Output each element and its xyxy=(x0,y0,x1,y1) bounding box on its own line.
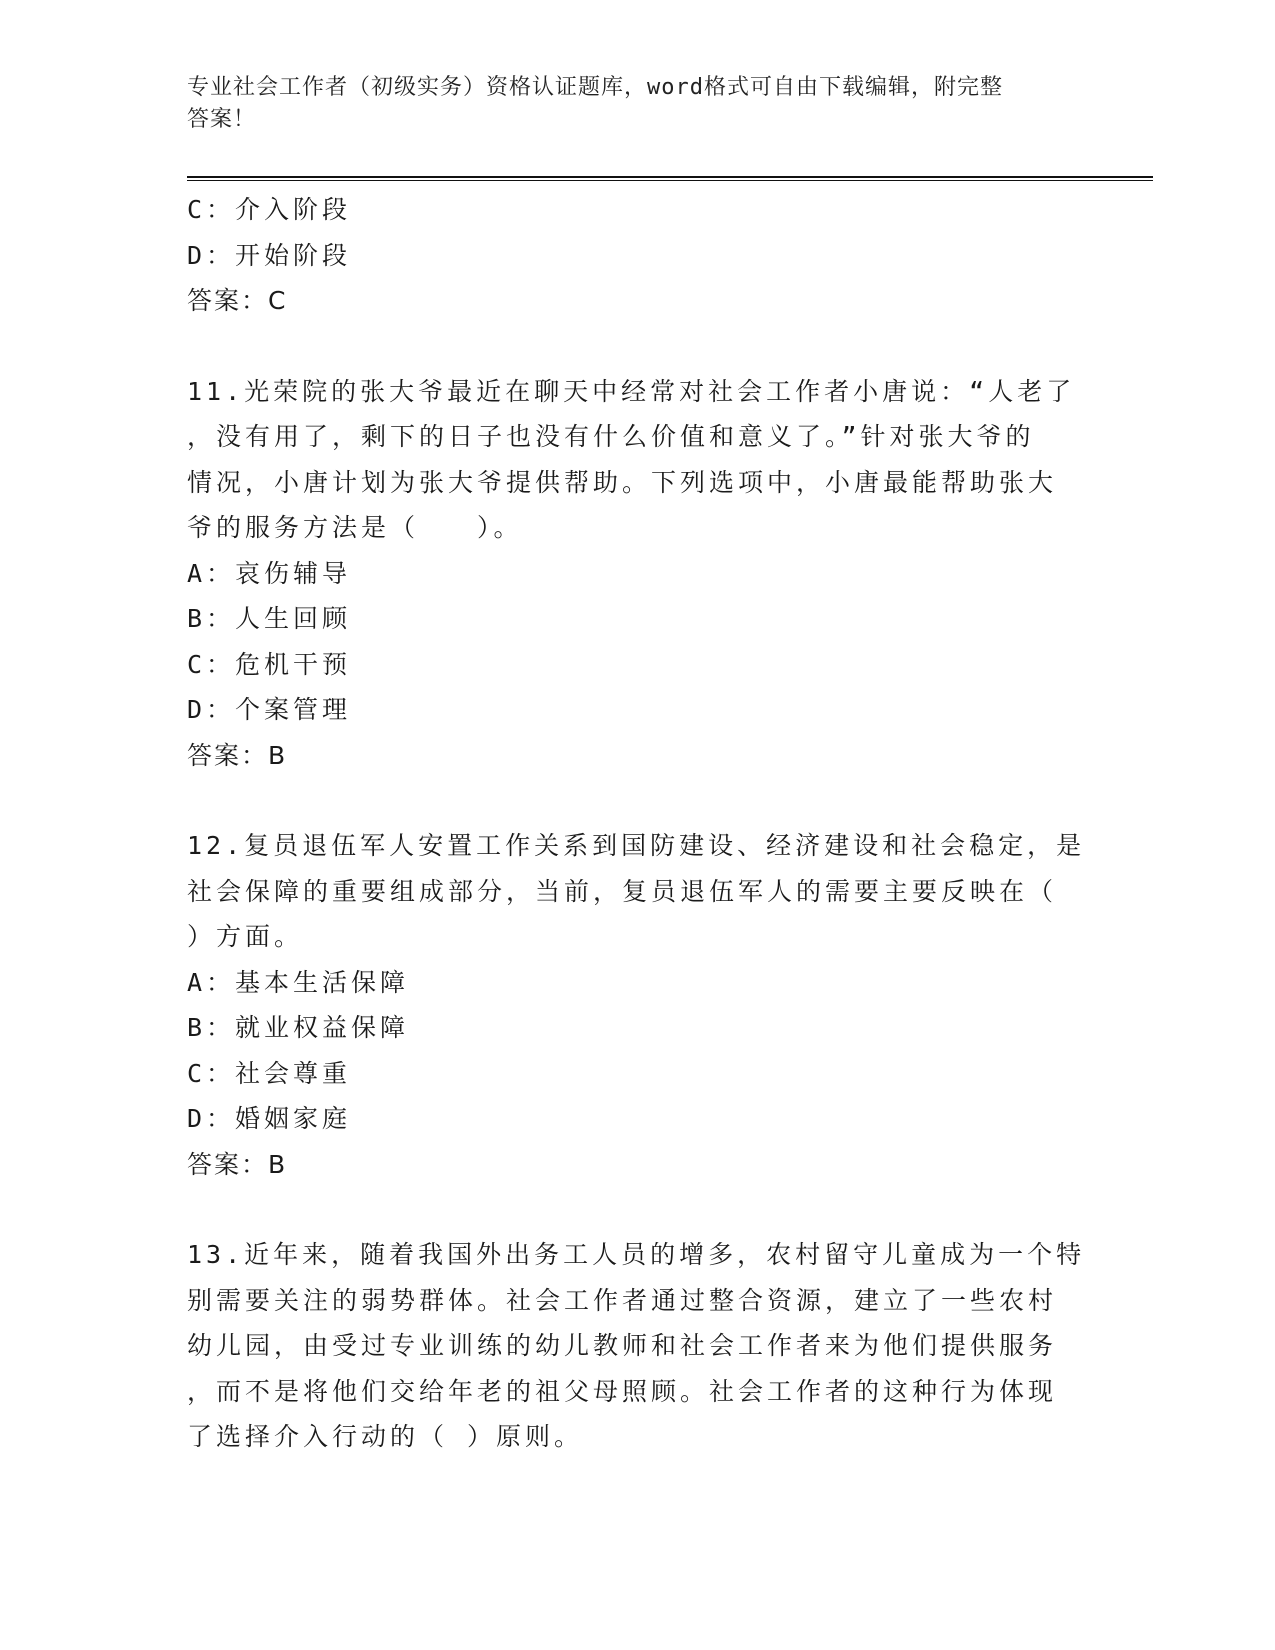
header-line: 专业社会工作者（初级实务）资格认证题库，word格式可自由下载编辑，附完整 xyxy=(187,75,1003,100)
option-d: D：个案管理 xyxy=(187,695,352,724)
question-block-11 xyxy=(187,369,1087,779)
option-d: D：婚姻家庭 xyxy=(187,1104,352,1133)
page-header xyxy=(187,72,1067,136)
option-c: C：危机干预 xyxy=(187,649,352,679)
option-c: C：社会尊重 xyxy=(187,1058,352,1088)
question-block-13 xyxy=(187,1232,1087,1460)
question-stem-line: ，没有用了，剩下的日子也没有什么价值和意义了。”针对张大爷的 xyxy=(187,422,1035,451)
document-body xyxy=(187,187,1087,1460)
question-block-prev xyxy=(187,187,1087,324)
question-stem-line: ，而不是将他们交给年老的祖父母照顾。社会工作者的这种行为体现 xyxy=(187,1376,1058,1406)
question-stem-line: 社会保障的重要组成部分，当前，复员退伍军人的需要主要反映在（ xyxy=(187,876,1058,906)
header-line: 答案！ xyxy=(187,107,257,132)
question-stem-line: 13.近年来，随着我国外出务工人员的增多，农村留守儿童成为一个特 xyxy=(187,1240,1086,1269)
option-a: A：基本生活保障 xyxy=(187,967,410,997)
question-block-12 xyxy=(187,823,1087,1187)
option-d: D：开始阶段 xyxy=(187,240,352,270)
question-stem-line: 11.光荣院的张大爷最近在聊天中经常对社会工作者小唐说：“人老了 xyxy=(187,376,1076,406)
header-divider xyxy=(187,176,1153,181)
question-stem-line: 12.复员退伍军人安置工作关系到国防建设、经济建设和社会稳定，是 xyxy=(187,831,1086,860)
option-b: B：人生回顾 xyxy=(187,604,352,633)
answer-line: 答案：B xyxy=(187,1149,288,1179)
answer-line: 答案：C xyxy=(187,286,288,315)
option-a: A：哀伤辅导 xyxy=(187,558,352,588)
question-stem-line: 爷的服务方法是（ ）。 xyxy=(187,513,523,542)
question-stem-line: 别需要关注的弱势群体。社会工作者通过整合资源，建立了一些农村 xyxy=(187,1285,1058,1315)
question-stem-line: 情况，小唐计划为张大爷提供帮助。下列选项中，小唐最能帮助张大 xyxy=(187,467,1058,497)
option-b: B：就业权益保障 xyxy=(187,1013,410,1042)
spacer xyxy=(187,1187,1087,1232)
question-stem-line: ）方面。 xyxy=(187,922,304,951)
spacer xyxy=(187,324,1087,369)
spacer xyxy=(187,778,1087,823)
answer-line: 答案：B xyxy=(187,740,288,770)
question-stem-line: 幼儿园，由受过专业训练的幼儿教师和社会工作者来为他们提供服务 xyxy=(187,1331,1058,1360)
question-stem-line: 了选择介入行动的（ ）原则。 xyxy=(187,1422,584,1451)
option-c: C：介入阶段 xyxy=(187,195,352,224)
